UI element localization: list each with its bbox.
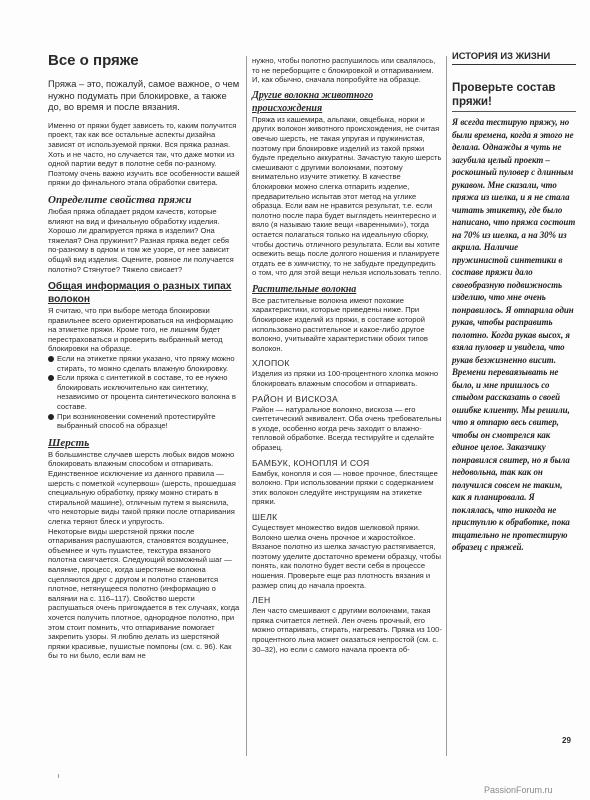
intro-paragraph: Именно от пряжи будет зависеть то, каким получится проект, так как все остальные аспекты дизайна зависят от используемой пряжи. Вся пряжа разная. Хоть и не часто, но случается так, что даже мотки из одной партии ведут в полотне себя по-разному. Поэтому очень важно изучить все особенности вашей пряжи до финального этапа обработки свитера.: [48, 120, 240, 188]
page-number: 29: [562, 736, 571, 745]
general-paragraph: Я считаю, что при выборе метода блокировки правильнее всего ориентироваться на информацию на этикетке пряжи. Кроме того, не лишним будет перестраховаться и проверить выбранный метод блокировки на образце.: [48, 306, 233, 354]
bullet-item: [48, 354, 240, 373]
heading-linen: ЛЕН: [252, 595, 271, 606]
heading-general-info: Общая информация о разных типах волокон: [48, 281, 232, 306]
bullet-text: Если на этикетке пряжи указано, что пряжу можно стирать, то можно сделать влажную блокировку.: [57, 354, 235, 373]
wool-paragraph-1: В большинстве случаев шерсть любых видов можно блокировать влажным способом и отпаривать. Единственное исключение из данного правила — шерсть с пометкой «супервош» (шерсть, прошедшая специальную обработку, пряжу можно стирать в стиральной машине), отличным путем я выяснила, что некоторые виды такой пряжи после отпаривания слегка теряют блеск и упругость.: [48, 449, 236, 526]
bullet-icon: [48, 375, 54, 381]
continued-paragraph: нужно, чтобы полотно распушилось или свалялось, то не переборщите с блокировкой и отпариванием. И, как обычно, сначала попробуйте на образце.: [252, 56, 436, 85]
sidebar-section-label: ИСТОРИЯ ИЗ ЖИЗНИ: [452, 50, 576, 65]
sidebar-body: Я всегда тестирую пряжу, но были времена, когда я этого не делала. Однажды я чуть не загубила целый проект – роскошный пуловер с длинным рукавом. Мне сказали, что пряжа из шелка, и я не стала читать этикетку, где было написано, что пряжа состоит на 70% из шелка, а на 30% из акрила. Наличие пружинистой синтетики в составе пряжи дало своеобразную подвижность изделию, что мне очень понравилось. Я отпарила один рукав, чтобы раcправить полотно. Когда рукав высох, я взяла пуловер и увидела, что рукав безжизненно висит. Времени переваязывать не было, и мне пришлось со стыдом рассказать о своей ошибке клиенту. Мы решили, что я отпарю весь свитер, чтобы он смотрелся как единое целое. Заказчику понравился свитер, но я была недовольна, так как он получился совсем не таким, как я планировала. Я поклялась, что никогда не приступлю к обработке, пока тщательно не протестирую образец с пряжей.: [452, 117, 576, 552]
cotton-paragraph: Изделия из пряжи из 100-процентного хлопка можно блокировать влажным способом и отпаривать.: [252, 369, 439, 389]
heading-bamboo: БАМБУК, КОНОПЛЯ И СОЯ: [252, 457, 370, 468]
bullet-text: Если пряжа с синтетикой в составе, то ее нужно блокировать исключительно как синтетику, независимо от процента синтетического волокна в составе.: [57, 373, 236, 412]
heading-silk: ШЕЛК: [252, 511, 278, 522]
article-title: Все о пряже: [48, 52, 139, 69]
heading-animal-fibers: Другие волокна животного происхождения: [252, 89, 374, 114]
bullet-text: При возникновении сомнений протестируйте выбранный способ на образце!: [57, 411, 216, 431]
bullet-item: [48, 373, 240, 411]
column-divider: [246, 56, 247, 756]
properties-paragraph: Любая пряжа обладает рядом качеств, которые влияют на вид и финальную обработку изделия. Хорошо ли драпируется пряжа в изделии? Она тяжелая? Она пружинит? Разная пряжа ведет себя по-разному в одном и том же узоре, от нее зависит общий вид изделия. Оцените, ровное ли получается полотно? Стянутое? Тяжело свисает?: [48, 206, 234, 274]
heading-wool: Шерсть: [48, 436, 90, 449]
heading-properties: Определите свойства пряжи: [48, 193, 192, 206]
bullet-icon: [48, 414, 54, 420]
lead-paragraph: Пряжа – это, пожалуй, самое важное, о чем нужно подумать при блокировке, а также до, во время и после вязания.: [48, 78, 240, 113]
heading-plant-fibers: Растительные волокна: [252, 283, 357, 295]
animal-fibers-paragraph: Пряжа из кашемира, альпаки, овцебыка, норки и других волокон животного происхождения, не считая овечью шерсть, не такая упругая и пружинистая, поэтому при блокировке изделий из такой пряжи будьте предельно аккуратны. Зачастую такую шерсть смешивают с другими волокнами, поэтому внимательно изучите этикетку. В качестве блокировки можно слегка отпарить изделие, предварительно испытав этот метод на углике образца. Если вам не нравится результат, т.е. если полотно после пара будет выглядеть неинтересно и вяло (я называю такие вещи «варенными»), тогда остается полагаться только на идеальную сборку, чтобы достичь отличного результата. Если вы хотите освежить вещь после долгого ношения и планируете отдать ее в химчистку, то не забудьте предупредить о том, что для этой вещи нельзя использовать тепло.: [252, 114, 442, 278]
silk-paragraph: Существует множество видов шелковой пряжи. Волокно шелка очень прочное и жаростойкое. Вязаное полотно из шелка зачастую растягивается, поэтому уделите достаточно времени образцу, чтобы понять, как полотно будет вести себя в процессе ношения. Проверьте еще раз плотность вязания и размер спиц до начала проекта.: [252, 522, 441, 590]
heading-rayon: РАЙОН И ВИСКОЗА: [252, 393, 339, 404]
sidebar-title: Проверьте состав пряжи!: [452, 81, 576, 112]
bamboo-paragraph: Бамбук, конопля и соя — новое прочное, блестящее волокно. При использовании пряжи с содержанием этих волокон следуйте инструкциям на этикетке пряжи.: [252, 468, 438, 507]
plant-fibers-paragraph: Все растительные волокна имеют похожие характеристики, которые приведены ниже. При блокировке изделий из пряжи, в составе которой использовано растительное и какое-либо другое волокно, учитывайте характеристики обоих типов волокон.: [252, 295, 428, 353]
wool-paragraph-2: Некоторые виды шерстяной пряжи после отпаривания распушаются, становятся воздушнее, объемнее и чуть пушистее, текстура вязаного полотна смягчается. Следующий возможный шаг — валяние, процесс, когда шерстяные волокна сцепляются друг с другом и полотно становится плотное, нетянущееся полотно (информацию о валянии на с. 116–117). Свойство шерсти распушаться очень пригождается в тех случаях, когда хочется получить плотное, однородное полотно, при этом стоит помнить, что отпаривание помогает закрепить узоры. Я люблю делать из шерстяной пряжи красивые, пушистые помпоны (см. с. 96). Как бы то ни было, если вам не: [48, 526, 240, 661]
column-divider: [446, 56, 447, 756]
crop-mark: [58, 774, 59, 778]
heading-cotton: ХЛОПОК: [252, 358, 290, 369]
bullet-icon: [48, 356, 54, 362]
watermark: PassionForum.ru: [484, 785, 553, 795]
linen-paragraph: Лен часто смешивают с другими волокнами, такая пряжа считается летней. Лен очень прочный, его можно отпаривать, стирать, нагревать. Пряжа из 100-процентного льна может оказаться непростой (см. с. 30–32), но если с самого начала проекта об-: [252, 606, 442, 654]
rayon-paragraph: Район — натуральное волокно, вискоза — его синтетический эквивалент. Оба очень требовательны в уходе, особенно когда речь заходит о влажно-тепловой обработке. Всегда тестируйте и сделайте образец.: [252, 404, 442, 452]
bullet-item: [48, 412, 240, 431]
